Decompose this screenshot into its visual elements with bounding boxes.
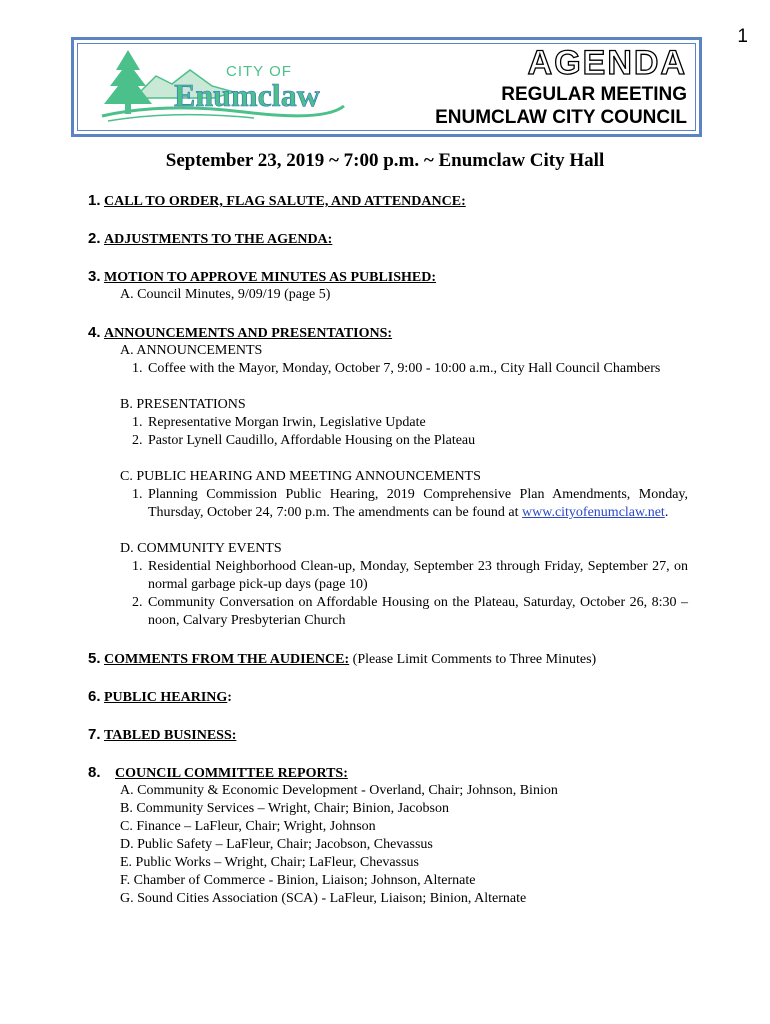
item-text: Coffee with the Mayor, Monday, October 7, 9:00 - 10:00 a.m., City Hall Council Chambers — [148, 361, 661, 376]
list-item — [88, 594, 688, 630]
section-title-wrap — [104, 689, 232, 706]
section-number: 4. — [88, 324, 101, 341]
item-end-punctuation: . — [664, 505, 669, 520]
section-3 — [88, 268, 688, 304]
item-text: Community Conversation on Affordable Housing on the Plateau, Saturday, October 26, 8:30 – noon, Calvary Presbyterian Church — [148, 595, 688, 628]
section-note: (Please Limit Comments to Three Minutes) — [349, 652, 597, 667]
section-number: 2. — [88, 230, 101, 247]
item-number: 2. — [132, 595, 143, 610]
section-title: MOTION TO APPROVE MINUTES AS PUBLISHED: — [104, 270, 437, 285]
community-events-block — [88, 540, 688, 630]
section-number: 5. — [88, 650, 101, 667]
public-hearing-announcements-block — [88, 468, 688, 522]
list-item — [88, 432, 688, 450]
meeting-date-line: September 23, 2019 ~ 7:00 p.m. ~ Enumclaw City Hall — [165, 150, 605, 171]
committee-item: A. Community & Economic Development - Overland, Chair; Johnson, Binion — [120, 783, 558, 798]
section-title-wrap — [104, 651, 596, 668]
item-number: 1. — [132, 487, 143, 502]
section-number: 3. — [88, 268, 101, 285]
section-title: ADJUSTMENTS TO THE AGENDA: — [104, 232, 333, 247]
section-6 — [88, 688, 688, 706]
item-number: 1. — [132, 361, 143, 376]
committee-item: B. Community Services – Wright, Chair; Binion, Jacobson — [120, 801, 449, 816]
tree-icon — [104, 50, 152, 114]
section-number: 1. — [88, 192, 101, 209]
section-title: PUBLIC HEARING — [104, 690, 228, 705]
subsection-heading: A. ANNOUNCEMENTS — [120, 343, 263, 358]
agenda-header-box — [71, 37, 702, 137]
section-8 — [88, 764, 688, 908]
agenda-title: AGENDA — [527, 44, 687, 82]
list-item — [88, 558, 688, 594]
item-text: Residential Neighborhood Clean-up, Monday, September 23 through Friday, September 27, on normal garbage pick-up days (page 10) — [148, 559, 688, 592]
committee-item: F. Chamber of Commerce - Binion, Liaison; Johnson, Alternate — [120, 873, 476, 888]
list-item — [88, 414, 688, 432]
item-number: 1. — [132, 559, 143, 574]
city-website-link[interactable]: www.cityofenumclaw.net — [522, 505, 665, 520]
item-text — [148, 486, 688, 522]
section-5 — [88, 650, 688, 668]
planning-commission-text: Planning Commission Public Hearing, 2019 Comprehensive Plan Amendments, Monday, Thursday, October 24, 7:00 p.m. The amendments can be found at — [148, 487, 688, 520]
regular-meeting-title: REGULAR MEETING — [501, 84, 687, 105]
section-1 — [88, 192, 688, 210]
city-logo — [94, 46, 354, 126]
item-number: 2. — [132, 433, 143, 448]
committee-list — [88, 782, 688, 908]
list-item — [88, 360, 688, 378]
section-4 — [88, 324, 688, 630]
page-number: 1 — [737, 26, 748, 47]
council-minutes-item: A. Council Minutes, 9/09/19 (page 5) — [120, 287, 331, 302]
committee-item: C. Finance – LaFleur, Chair; Wright, Johnson — [120, 819, 376, 834]
section-title: TABLED BUSINESS: — [104, 728, 237, 743]
section-title: ANNOUNCEMENTS AND PRESENTATIONS: — [104, 326, 393, 341]
presentations-block — [88, 396, 688, 450]
logo-city-of: CITY OF — [226, 63, 292, 80]
committee-item: G. Sound Cities Association (SCA) - LaFleur, Liaison; Binion, Alternate — [120, 891, 527, 906]
council-title: ENUMCLAW CITY COUNCIL — [435, 107, 687, 128]
announcements-block — [88, 342, 688, 378]
subsection-heading: B. PRESENTATIONS — [120, 397, 246, 412]
section-number: 6. — [88, 688, 101, 705]
subsection-heading: D. COMMUNITY EVENTS — [120, 541, 282, 556]
item-text: Pastor Lynell Caudillo, Affordable Housing on the Plateau — [148, 433, 476, 448]
committee-item: E. Public Works – Wright, Chair; LaFleur, Chevassus — [120, 855, 419, 870]
section-number: 8. — [88, 764, 101, 781]
subsection-heading: C. PUBLIC HEARING AND MEETING ANNOUNCEMENTS — [120, 469, 481, 484]
section-title: COMMENTS FROM THE AUDIENCE: — [104, 652, 350, 667]
section-colon: : — [227, 690, 232, 705]
item-number: 1. — [132, 415, 143, 430]
list-item — [88, 486, 688, 522]
agenda-body — [88, 192, 688, 908]
section-7 — [88, 726, 688, 744]
item-text: Representative Morgan Irwin, Legislative Update — [148, 415, 426, 430]
section-number: 7. — [88, 726, 101, 743]
committee-item: D. Public Safety – LaFleur, Chair; Jacobson, Chevassus — [120, 837, 433, 852]
section-2 — [88, 230, 688, 248]
section-title: CALL TO ORDER, FLAG SALUTE, AND ATTENDANCE: — [104, 194, 466, 209]
logo-city-name: Enumclaw — [174, 77, 320, 113]
section-title: COUNCIL COMMITTEE REPORTS: — [115, 766, 348, 781]
